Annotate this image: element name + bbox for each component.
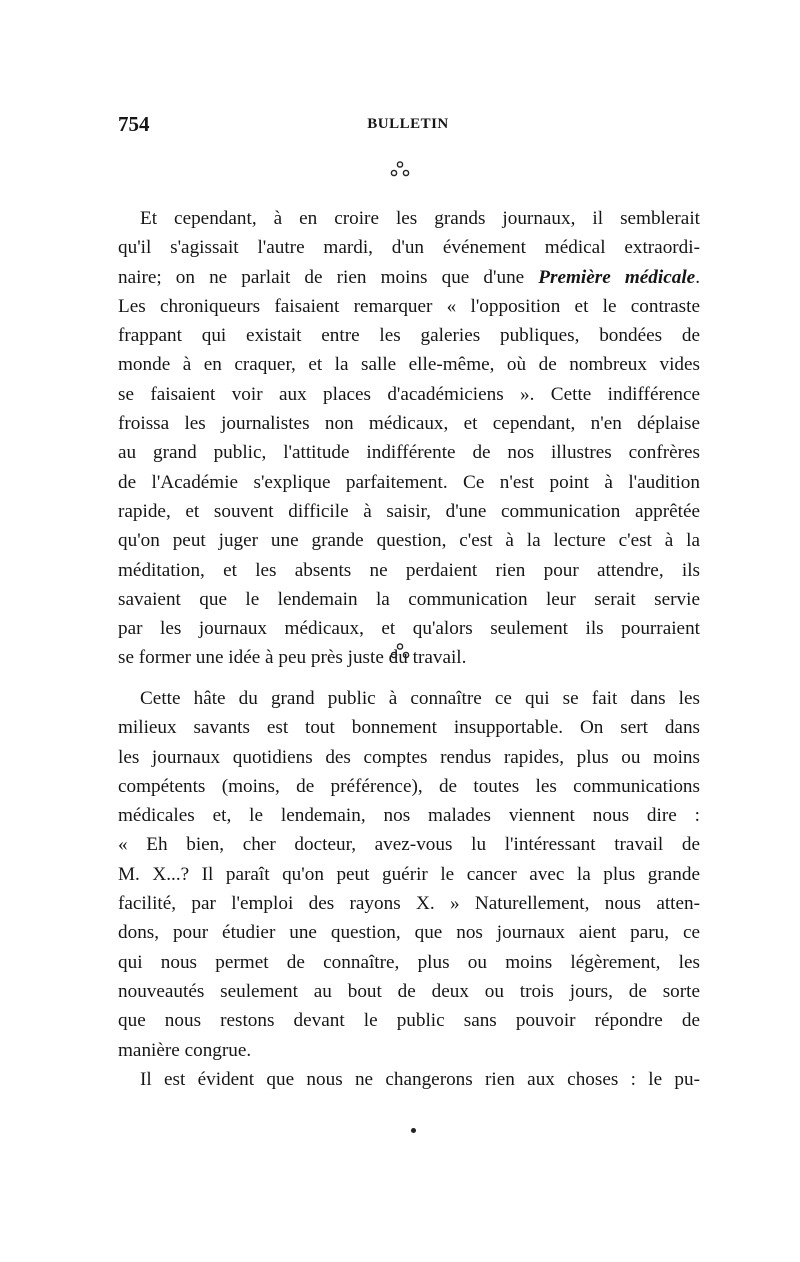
text-line: qu'il s'agissait l'autre mardi, d'un événement médical extraordi- xyxy=(118,237,700,259)
text-line: « Eh bien, cher docteur, avez-vous lu l'intéressant travail de xyxy=(118,834,700,856)
text-line: frappant qui existait entre les galeries publiques, bondées de xyxy=(118,325,700,347)
asterism-ornament xyxy=(0,642,800,665)
paragraph-1 xyxy=(118,204,700,673)
text-line: milieux savants est tout bonnement insupportable. On sert dans xyxy=(118,717,700,739)
text-line: par les journaux médicaux, et qu'alors seulement ils pourraient xyxy=(118,618,700,640)
text-line xyxy=(118,263,700,292)
text-line: de l'Académie s'explique parfaitement. Ce n'est point à l'audition xyxy=(118,471,700,493)
text-line: se former une idée à peu près juste du travail. xyxy=(118,647,467,669)
text-line: Et cependant, à en croire les grands journaux, il semblerait xyxy=(140,208,700,229)
text-line: rapide, et souvent difficile à saisir, d'une communication apprêtée xyxy=(118,500,700,522)
paragraph-3 xyxy=(118,1065,700,1094)
text-line: Cette hâte du grand public à connaître ce qui se fait dans les xyxy=(140,688,700,709)
text-line: compétents (moins, de préférence), de toutes les communications xyxy=(118,775,700,797)
page-number: 754 xyxy=(118,112,150,136)
text-line: méditation, et les absents ne perdaient rien pour attendre, ils xyxy=(118,559,700,581)
text-line: facilité, par l'emploi des rayons X. » Naturellement, nous atten- xyxy=(118,893,700,915)
text-line: monde à en craquer, et la salle elle-même, où de nombreux vides xyxy=(118,354,700,376)
text-line: manière congrue. xyxy=(118,1039,252,1061)
text-line: froissa les journalistes non médicaux, et cependant, n'en déplaise xyxy=(118,413,700,435)
page-header xyxy=(118,112,698,142)
running-title: BULLETIN xyxy=(367,116,449,132)
text-line: dons, pour étudier une question, que nos journaux aient paru, ce xyxy=(118,922,700,944)
italic-phrase: Première médicale xyxy=(538,266,696,288)
text-line: au grand public, l'attitude indifférente de nos illustres confrères xyxy=(118,442,700,464)
text-line: les journaux quotidiens des comptes rendus rapides, plus ou moins xyxy=(118,746,700,768)
text-line: que nous restons devant le public sans pouvoir répondre de xyxy=(118,1010,700,1032)
text-line: médicales et, le lendemain, nos malades viennent nous dire : xyxy=(118,805,700,827)
asterism-ornament xyxy=(0,160,800,183)
text-line-segment: naire; on ne parlait de rien moins que d'une Première médicale. xyxy=(118,266,700,288)
paragraph-2 xyxy=(118,684,700,1065)
text-line: se faisaient voir aux places d'académiciens ». Cette indifférence xyxy=(118,383,700,405)
stray-dot-mark xyxy=(411,1128,416,1133)
text-line: Les chroniqueurs faisaient remarquer « l'opposition et le contraste xyxy=(118,295,700,317)
text-line: savaient que le lendemain la communication leur serait servie xyxy=(118,588,700,610)
text-line: qu'on peut juger une grande question, c'est à la lecture c'est à la xyxy=(118,530,700,552)
text-line: nouveautés seulement au bout de deux ou trois jours, de sorte xyxy=(118,980,700,1002)
text-line: M. X...? Il paraît qu'on peut guérir le cancer avec la plus grande xyxy=(118,863,700,885)
text-line: Il est évident que nous ne changerons rien aux choses : le pu- xyxy=(140,1069,700,1090)
text-line: qui nous permet de connaître, plus ou moins légèrement, les xyxy=(118,951,700,973)
